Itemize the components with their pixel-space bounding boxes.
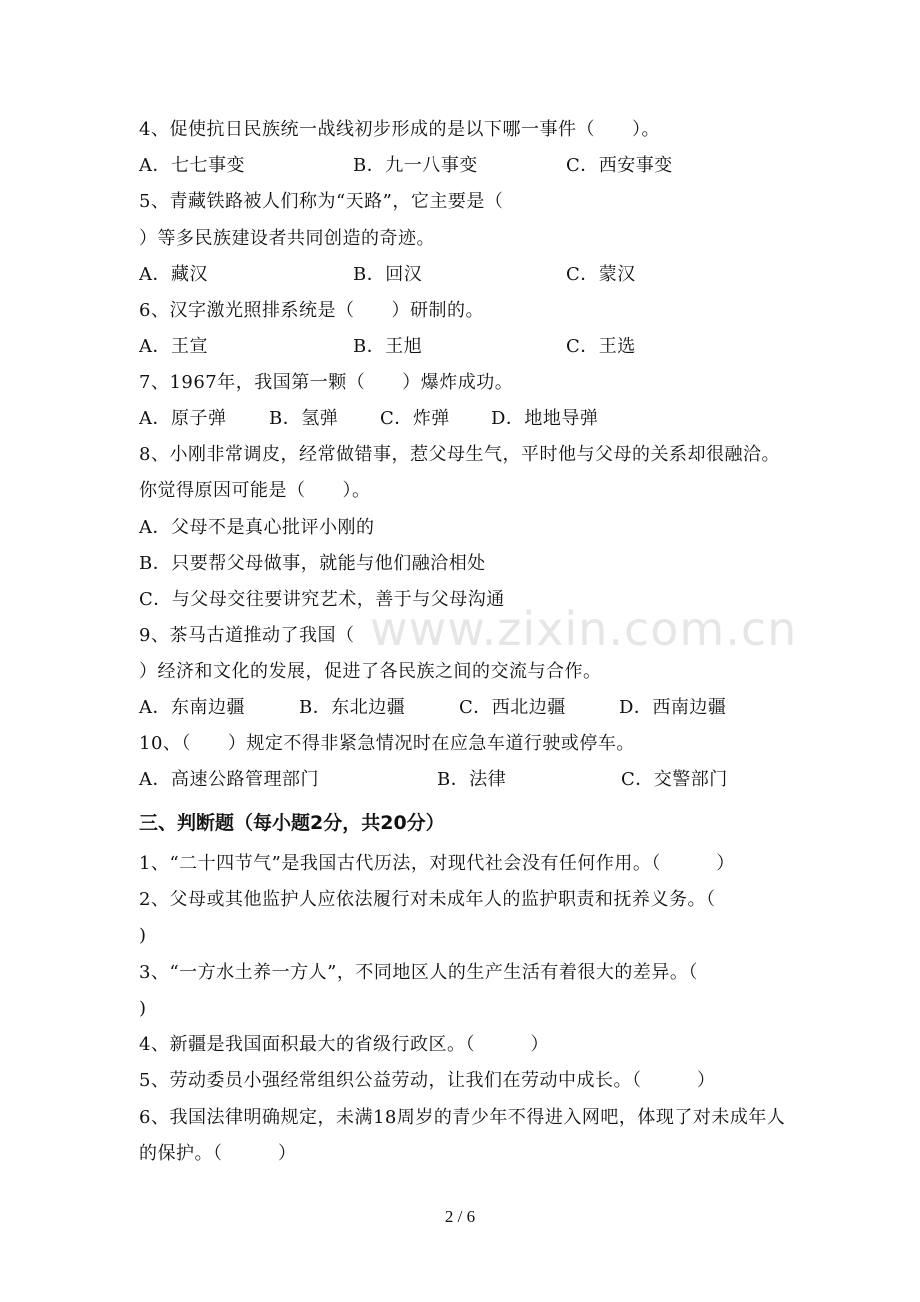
- question-5-option-a: A．藏汉: [139, 264, 208, 285]
- question-4-option-c: C．西安事变: [566, 155, 673, 176]
- question-6-option-b: B．王旭: [353, 336, 423, 357]
- question-9-option-b: B．东北边疆: [299, 697, 406, 718]
- question-5-stem-line2: ）等多民族建设者共同创造的奇迹。: [139, 228, 435, 249]
- question-7-option-a: A．原子弹: [139, 408, 227, 429]
- question-10-options: [139, 769, 819, 791]
- question-9-stem-line2: ）经济和文化的发展，促进了各民族之间的交流与合作。: [139, 661, 602, 682]
- question-6-stem: 6、汉字激光照排系统是（ ）研制的。: [139, 300, 484, 321]
- judgement-item-2: 2、父母或其他监护人应依法履行对未成年人的监护职责和抚养义务。（: [139, 889, 716, 910]
- question-8-option-c: C．与父母交往要讲究艺术，善于与父母沟通: [139, 589, 505, 610]
- page-number: 2 / 6: [444, 1207, 476, 1226]
- question-9-option-c: C．西北边疆: [459, 697, 566, 718]
- question-4-option-b: B．九一八事变: [353, 155, 478, 176]
- question-10-option-a: A．高速公路管理部门: [139, 769, 319, 790]
- judgement-item-1: 1、“二十四节气”是我国古代历法，对现代社会没有任何作用。（ ）: [139, 853, 735, 874]
- judgement-item-5: 5、劳动委员小强经常组织公益劳动，让我们在劳动中成长。（ ）: [139, 1070, 716, 1091]
- question-8-option-a: A．父母不是真心批评小刚的: [139, 517, 375, 538]
- judgement-item-6: 6、我国法律明确规定，未满18周岁的青少年不得进入网吧，体现了对未成年人: [139, 1107, 786, 1128]
- question-10-option-c: C．交警部门: [621, 769, 728, 790]
- question-10-stem: 10、（ ）规定不得非紧急情况时在应急车道行驶或停车。: [139, 733, 635, 754]
- question-8-option-b: B．只要帮父母做事，就能与他们融洽相处: [139, 553, 486, 574]
- judgement-item-3-cont: ): [139, 998, 147, 1019]
- question-9-option-a: A．东南边疆: [139, 697, 245, 718]
- question-10-option-b: B．法律: [437, 769, 507, 790]
- judgement-item-2-cont: ): [139, 925, 147, 946]
- watermark: www.zixin.com.cn: [370, 602, 798, 656]
- question-8-stem-line2: 你觉得原因可能是（ ）。: [139, 480, 371, 501]
- question-6-option-c: C．王选: [566, 336, 636, 357]
- question-5-option-b: B．回汉: [353, 264, 423, 285]
- question-9-options: [139, 697, 819, 719]
- question-7-stem: 7、1967年，我国第一颗（ ）爆炸成功。: [139, 372, 514, 393]
- question-7-option-b: B．氢弹: [269, 408, 339, 429]
- question-7-options: [139, 408, 819, 430]
- judgement-item-3: 3、“一方水土养一方人”，不同地区人的生产生活有着很大的差异。（: [139, 962, 698, 983]
- question-7-option-d: D．地地导弹: [491, 408, 599, 429]
- judgement-item-6-cont: 的保护。（ ）: [139, 1143, 297, 1164]
- question-4-stem: 4、促使抗日民族统一战线初步形成的是以下哪一事件（ ）。: [139, 119, 660, 140]
- question-6-options: [139, 336, 819, 358]
- question-8-stem-line1: 8、小刚非常调皮，经常做错事，惹父母生气，平时他与父母的关系却很融洽。: [139, 444, 780, 465]
- section-3-heading: 三、判断题（每小题2分，共20分）: [139, 812, 445, 834]
- question-5-stem-line1: 5、青藏铁路被人们称为“天路”，它主要是（: [139, 191, 504, 212]
- question-5-options: [139, 264, 819, 286]
- judgement-item-4: 4、新疆是我国面积最大的省级行政区。（ ）: [139, 1034, 549, 1055]
- question-4-option-a: A．七七事变: [139, 155, 245, 176]
- question-4-options: [139, 155, 819, 177]
- question-9-stem-line1: 9、茶马古道推动了我国（: [139, 625, 355, 646]
- question-6-option-a: A．王宣: [139, 336, 208, 357]
- question-7-option-c: C．炸弹: [380, 408, 450, 429]
- question-9-option-d: D．西南边疆: [619, 697, 727, 718]
- question-5-option-c: C．蒙汉: [566, 264, 636, 285]
